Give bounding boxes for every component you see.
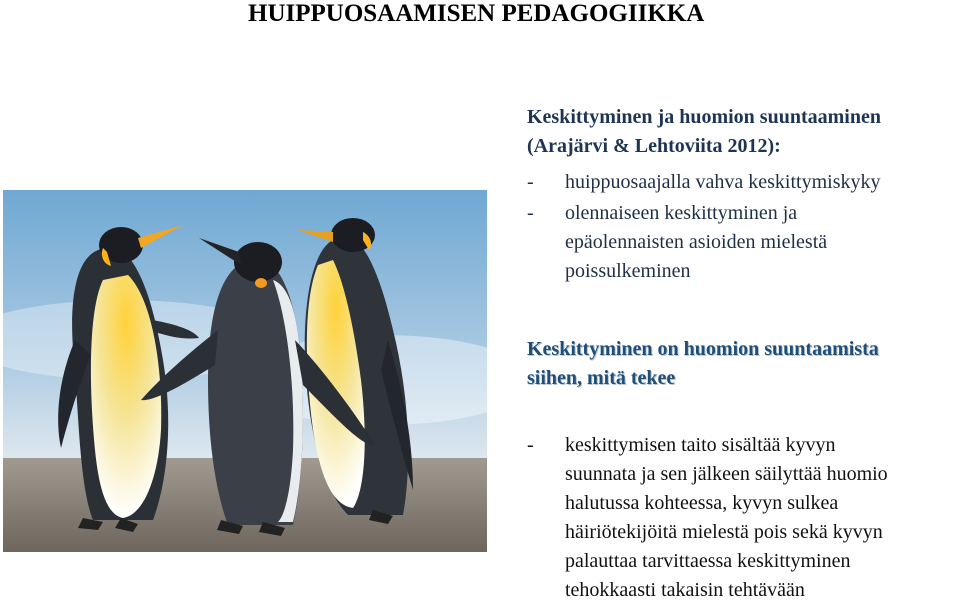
list-item xyxy=(527,431,960,605)
bullet-text: tehokkaasti takaisin tehtävään xyxy=(565,579,805,601)
heading-citation: (Arajärvi & Lehtoviita 2012): xyxy=(527,135,781,157)
bullet-dash: - xyxy=(527,202,534,224)
heading-line: Keskittyminen ja huomion suuntaaminen xyxy=(527,106,881,128)
skill-bullet-list xyxy=(527,431,960,605)
section-focus-heading xyxy=(527,103,881,161)
bullet-text: poissulkeminen xyxy=(565,260,691,282)
definition-line: Keskittyminen on huomion suuntaamista xyxy=(527,338,879,360)
bullet-text: palauttaa tarvittaessa keskittyminen xyxy=(565,550,851,572)
bullet-text: keskittymisen taito sisältää kyvyn xyxy=(565,434,836,456)
bullet-text: huippuosaajalla vahva keskittymiskyky xyxy=(565,171,881,193)
list-item xyxy=(527,168,957,197)
penguins-photo xyxy=(3,190,487,552)
bullet-dash: - xyxy=(527,171,534,193)
bullet-text: epäolennaisten asioiden mielestä xyxy=(565,231,828,253)
focus-bullet-list xyxy=(527,168,957,286)
definition-line: siihen, mitä tekee xyxy=(527,367,676,389)
section-focus-definition xyxy=(527,335,879,393)
list-item xyxy=(527,199,957,286)
slide-title: HUIPPUOSAAMISEN PEDAGOGIIKKA xyxy=(248,0,705,27)
bullet-text: olennaiseen keskittyminen ja xyxy=(565,202,798,224)
bullet-text: häiriötekijöitä mielestä pois sekä kyvyn xyxy=(565,521,883,543)
bullet-dash: - xyxy=(527,434,534,456)
bullet-text: suunnata ja sen jälkeen säilyttää huomio xyxy=(565,463,888,485)
bullet-text: halutussa kohteessa, kyvyn sulkea xyxy=(565,492,839,514)
